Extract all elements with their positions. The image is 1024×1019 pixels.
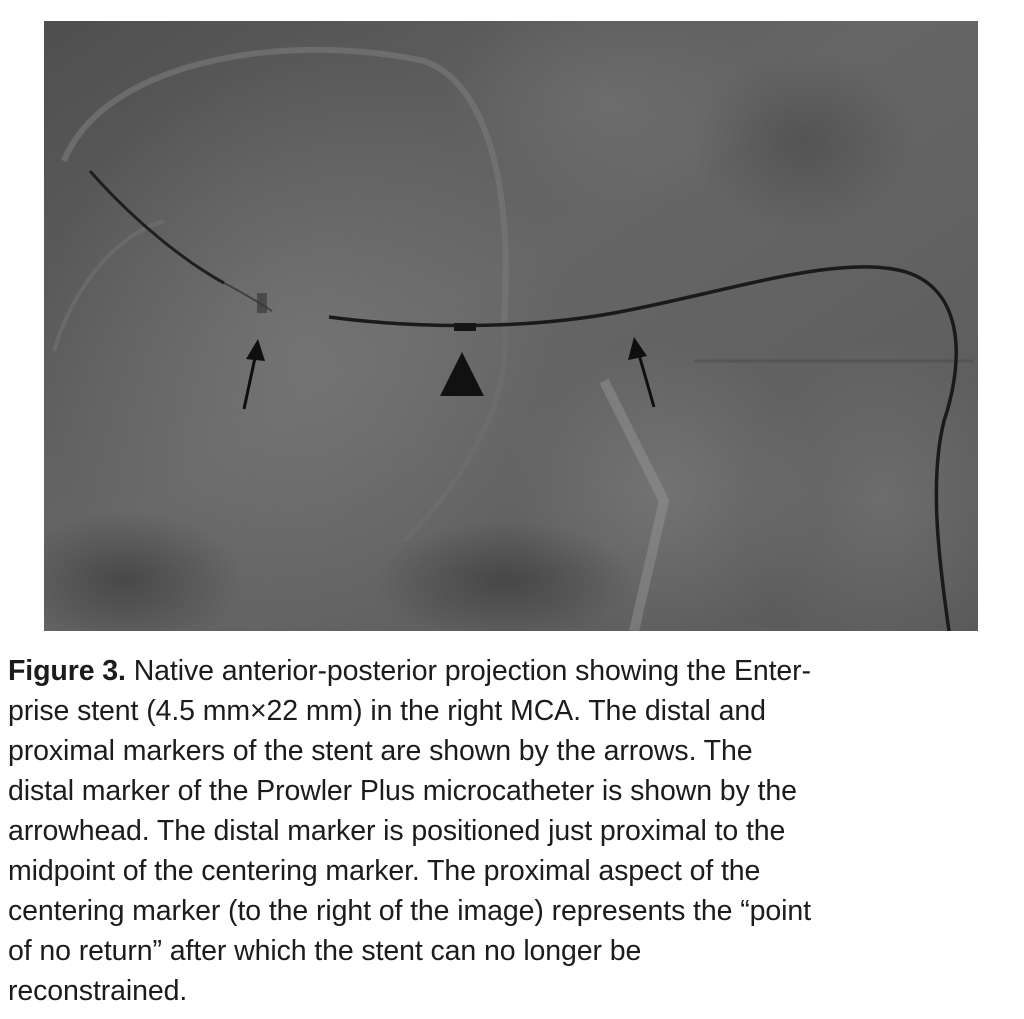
caption-text-line: Native anterior-posterior projection showing the Enter- — [133, 655, 811, 687]
caption-text-line: of no return” after which the stent can no longer be — [8, 935, 642, 967]
caption-text-line: midpoint of the centering marker. The proximal aspect of the — [8, 855, 761, 887]
caption-text-line: proximal markers of the stent are shown by the arrows. The — [8, 735, 753, 767]
figure-caption — [8, 651, 1018, 1011]
caption-text-line: distal marker of the Prowler Plus microcatheter is shown by the — [8, 775, 797, 807]
stent-distal-marker — [257, 293, 267, 313]
dark-region — [694, 51, 914, 231]
figure-label: Figure 3. — [8, 655, 126, 687]
caption-text-line: centering marker (to the right of the image) represents the “point — [8, 895, 811, 927]
centering-marker — [454, 323, 476, 331]
angiogram-image — [44, 21, 978, 631]
caption-text-line: reconstrained. — [8, 975, 188, 1007]
caption-text-line: arrowhead. The distal marker is positioned just proximal to the — [8, 815, 786, 847]
caption-text-line: prise stent (4.5 mm×22 mm) in the right MCA. The distal and — [8, 695, 766, 727]
